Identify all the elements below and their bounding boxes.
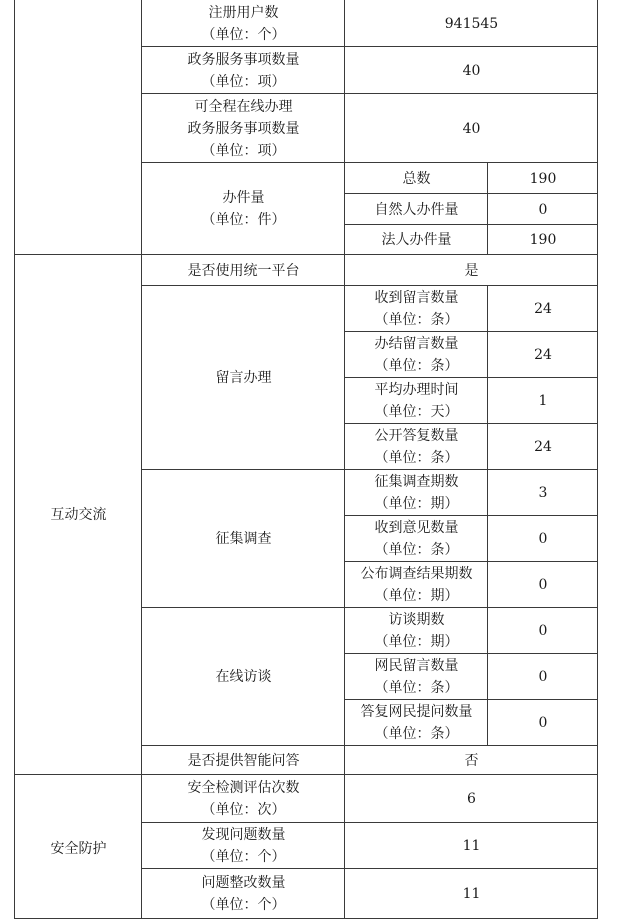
- security-fixed-label: 问题整改数量 （单位：个）: [201, 875, 286, 913]
- registered-users-label: 注册用户数 （单位：个）: [201, 4, 286, 43]
- grid-line: [141, 745, 598, 746]
- online-items-label: 可全程在线办理 政务服务事项数量 （单位：项）: [187, 98, 300, 159]
- grid-line: [14, 254, 598, 255]
- interview-periods-value: 0: [538, 623, 548, 639]
- unified-platform-value: 是: [464, 262, 479, 279]
- interview-messages-label: 网民留言数量 （单位：条）: [374, 658, 459, 696]
- interview-messages-value: 0: [538, 669, 548, 685]
- security-issues-label: 发现问题数量 （单位：个）: [201, 827, 286, 865]
- grid-line: [141, 162, 598, 163]
- security-checks-value: 6: [467, 791, 476, 807]
- messages-label: 留言办理: [215, 370, 272, 386]
- grid-line: [344, 0, 345, 919]
- grid-line: [141, 0, 142, 919]
- grid-line: [141, 868, 598, 869]
- cases-legal-value: 190: [529, 232, 557, 248]
- grid-line: [141, 46, 598, 47]
- survey-results-label: 公布调查结果期数 （单位：期）: [360, 566, 473, 604]
- service-items-label: 政务服务事项数量 （单位：项）: [187, 51, 300, 90]
- security-section-label: 安全防护: [50, 841, 107, 857]
- survey-results-value: 0: [538, 577, 548, 593]
- cases-total-value: 190: [529, 170, 557, 187]
- survey-opinions-value: 0: [538, 531, 548, 547]
- smart-qa-label: 是否提供智能问答: [187, 752, 300, 769]
- grid-line: [344, 224, 598, 225]
- survey-label: 征集调查: [215, 531, 272, 547]
- grid-line: [344, 515, 598, 516]
- grid-line: [141, 607, 598, 608]
- survey-opinions-label: 收到意见数量 （单位：条）: [374, 520, 459, 558]
- survey-periods-value: 3: [538, 485, 548, 501]
- security-fixed-value: 11: [462, 886, 481, 902]
- messages-handled-value: 24: [534, 347, 552, 363]
- registered-users-value: 941545: [444, 15, 499, 32]
- messages-avg-time-label: 平均办理时间 （单位：天）: [374, 382, 459, 420]
- service-items-value: 40: [462, 62, 481, 79]
- messages-public-label: 公开答复数量 （单位：条）: [374, 428, 459, 466]
- grid-line: [344, 699, 598, 700]
- grid-line: [141, 285, 598, 286]
- grid-line: [141, 469, 598, 470]
- cases-legal-label: 法人办件量: [381, 232, 452, 248]
- grid-line: [344, 653, 598, 654]
- interview-label: 在线访谈: [215, 669, 272, 685]
- grid-line: [344, 377, 598, 378]
- interaction-section-label: 互动交流: [50, 507, 107, 523]
- online-items-value: 40: [462, 120, 481, 137]
- grid-line: [141, 822, 598, 823]
- grid-line: [141, 93, 598, 94]
- grid-line: [344, 561, 598, 562]
- grid-line: [344, 331, 598, 332]
- cases-total-label: 总数: [402, 170, 431, 187]
- interview-answers-value: 0: [538, 715, 548, 731]
- messages-received-label: 收到留言数量 （单位：条）: [374, 290, 459, 328]
- grid-line: [14, 0, 15, 919]
- messages-public-value: 24: [534, 439, 552, 455]
- interview-answers-label: 答复网民提问数量 （单位：条）: [360, 704, 473, 742]
- grid-line: [14, 918, 598, 919]
- interview-periods-label: 访谈期数 （单位：期）: [374, 612, 459, 650]
- grid-line: [597, 0, 598, 919]
- grid-line: [487, 163, 488, 255]
- messages-received-value: 24: [534, 301, 552, 317]
- grid-line: [14, 774, 598, 775]
- grid-line: [344, 193, 598, 194]
- grid-line: [487, 286, 488, 746]
- cases-natural-value: 0: [538, 201, 548, 218]
- unified-platform-label: 是否使用统一平台: [187, 262, 300, 279]
- security-issues-value: 11: [462, 838, 481, 854]
- cases-natural-label: 自然人办件量: [374, 201, 459, 218]
- survey-periods-label: 征集调查期数 （单位：期）: [374, 474, 459, 512]
- cases-label: 办件量 （单位：件）: [201, 190, 286, 228]
- security-checks-label: 安全检测评估次数 （单位：次）: [187, 780, 300, 818]
- messages-avg-time-value: 1: [538, 393, 548, 409]
- grid-line: [344, 423, 598, 424]
- messages-handled-label: 办结留言数量 （单位：条）: [374, 336, 459, 374]
- smart-qa-value: 否: [464, 752, 479, 769]
